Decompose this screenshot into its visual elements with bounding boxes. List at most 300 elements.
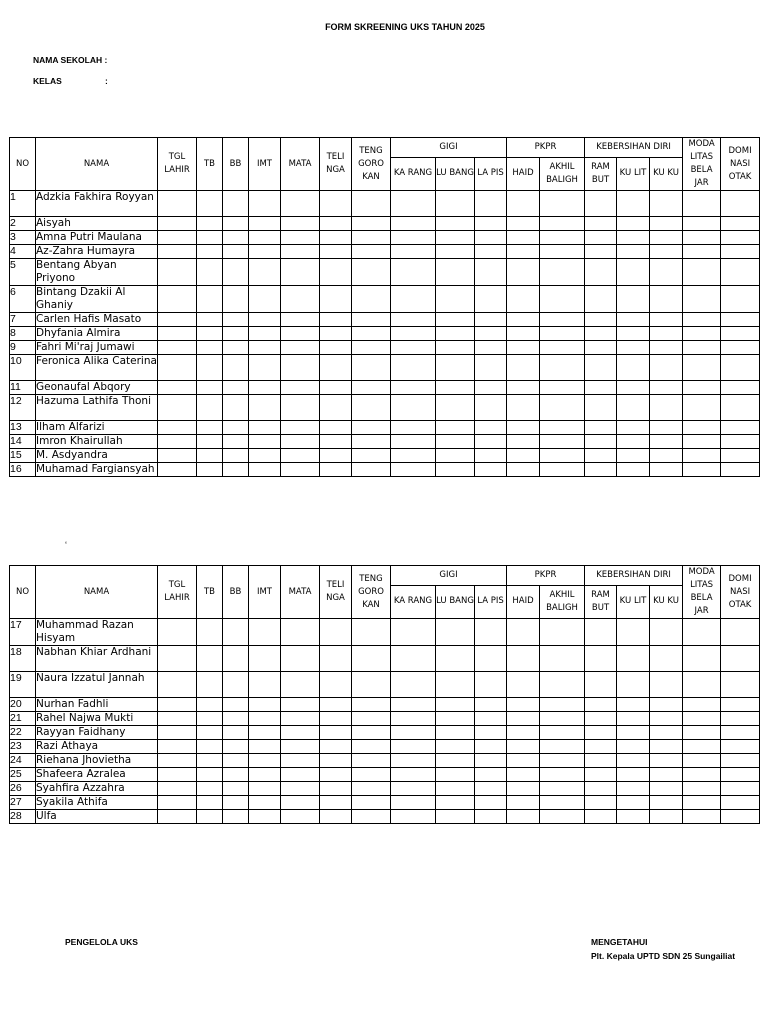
cell-haid[interactable] <box>507 796 540 810</box>
cell-gigi-karang[interactable] <box>391 672 436 698</box>
cell-dominasi[interactable] <box>721 672 760 698</box>
cell-imt[interactable] <box>249 395 281 421</box>
cell-gigi-lapis[interactable] <box>475 754 507 768</box>
cell-kulit[interactable] <box>617 698 650 712</box>
cell-modalitas[interactable] <box>683 245 721 259</box>
cell-kulit[interactable] <box>617 421 650 435</box>
cell-tgl-lahir[interactable] <box>158 712 197 726</box>
cell-gigi-lubang[interactable] <box>436 672 475 698</box>
cell-modalitas[interactable] <box>683 768 721 782</box>
cell-bb[interactable] <box>223 619 249 646</box>
cell-gigi-karang[interactable] <box>391 619 436 646</box>
cell-kuku[interactable] <box>650 245 683 259</box>
cell-kuku[interactable] <box>650 286 683 313</box>
cell-tb[interactable] <box>197 327 223 341</box>
cell-kulit[interactable] <box>617 217 650 231</box>
cell-kuku[interactable] <box>650 381 683 395</box>
cell-tgl-lahir[interactable] <box>158 740 197 754</box>
cell-rambut[interactable] <box>585 672 617 698</box>
cell-kuku[interactable] <box>650 395 683 421</box>
cell-kulit[interactable] <box>617 286 650 313</box>
cell-gigi-lapis[interactable] <box>475 217 507 231</box>
cell-rambut[interactable] <box>585 245 617 259</box>
cell-gigi-lapis[interactable] <box>475 646 507 672</box>
cell-haid[interactable] <box>507 327 540 341</box>
cell-haid[interactable] <box>507 619 540 646</box>
cell-tenggorokan[interactable] <box>352 698 391 712</box>
cell-gigi-lubang[interactable] <box>436 810 475 824</box>
cell-gigi-lapis[interactable] <box>475 796 507 810</box>
cell-tb[interactable] <box>197 355 223 381</box>
cell-dominasi[interactable] <box>721 619 760 646</box>
cell-tb[interactable] <box>197 726 223 740</box>
cell-telinga[interactable] <box>320 245 352 259</box>
cell-tb[interactable] <box>197 191 223 217</box>
cell-tb[interactable] <box>197 449 223 463</box>
cell-tb[interactable] <box>197 341 223 355</box>
cell-dominasi[interactable] <box>721 381 760 395</box>
cell-telinga[interactable] <box>320 782 352 796</box>
cell-rambut[interactable] <box>585 619 617 646</box>
cell-telinga[interactable] <box>320 191 352 217</box>
cell-akhil-baligh[interactable] <box>540 191 585 217</box>
cell-tgl-lahir[interactable] <box>158 191 197 217</box>
cell-telinga[interactable] <box>320 327 352 341</box>
cell-haid[interactable] <box>507 286 540 313</box>
cell-rambut[interactable] <box>585 646 617 672</box>
cell-kulit[interactable] <box>617 395 650 421</box>
cell-tenggorokan[interactable] <box>352 810 391 824</box>
cell-haid[interactable] <box>507 313 540 327</box>
cell-gigi-karang[interactable] <box>391 698 436 712</box>
cell-telinga[interactable] <box>320 698 352 712</box>
cell-dominasi[interactable] <box>721 259 760 286</box>
cell-gigi-lubang[interactable] <box>436 421 475 435</box>
cell-bb[interactable] <box>223 191 249 217</box>
cell-haid[interactable] <box>507 646 540 672</box>
cell-akhil-baligh[interactable] <box>540 381 585 395</box>
cell-gigi-lubang[interactable] <box>436 726 475 740</box>
cell-rambut[interactable] <box>585 313 617 327</box>
cell-telinga[interactable] <box>320 435 352 449</box>
cell-imt[interactable] <box>249 796 281 810</box>
cell-mata[interactable] <box>281 768 320 782</box>
cell-tenggorokan[interactable] <box>352 231 391 245</box>
cell-mata[interactable] <box>281 341 320 355</box>
cell-haid[interactable] <box>507 381 540 395</box>
cell-gigi-lubang[interactable] <box>436 341 475 355</box>
cell-rambut[interactable] <box>585 449 617 463</box>
cell-mata[interactable] <box>281 395 320 421</box>
cell-gigi-lubang[interactable] <box>436 796 475 810</box>
cell-gigi-karang[interactable] <box>391 726 436 740</box>
cell-gigi-lubang[interactable] <box>436 327 475 341</box>
cell-rambut[interactable] <box>585 327 617 341</box>
cell-mata[interactable] <box>281 286 320 313</box>
cell-akhil-baligh[interactable] <box>540 463 585 477</box>
cell-kulit[interactable] <box>617 341 650 355</box>
cell-bb[interactable] <box>223 768 249 782</box>
cell-gigi-lapis[interactable] <box>475 726 507 740</box>
cell-imt[interactable] <box>249 646 281 672</box>
cell-gigi-lapis[interactable] <box>475 355 507 381</box>
cell-telinga[interactable] <box>320 740 352 754</box>
cell-tgl-lahir[interactable] <box>158 796 197 810</box>
cell-gigi-lapis[interactable] <box>475 740 507 754</box>
cell-mata[interactable] <box>281 231 320 245</box>
cell-dominasi[interactable] <box>721 245 760 259</box>
cell-akhil-baligh[interactable] <box>540 217 585 231</box>
cell-tgl-lahir[interactable] <box>158 231 197 245</box>
cell-tgl-lahir[interactable] <box>158 341 197 355</box>
cell-imt[interactable] <box>249 768 281 782</box>
cell-tgl-lahir[interactable] <box>158 259 197 286</box>
cell-kuku[interactable] <box>650 726 683 740</box>
cell-rambut[interactable] <box>585 712 617 726</box>
cell-tenggorokan[interactable] <box>352 259 391 286</box>
cell-akhil-baligh[interactable] <box>540 313 585 327</box>
cell-tb[interactable] <box>197 395 223 421</box>
cell-kulit[interactable] <box>617 231 650 245</box>
cell-haid[interactable] <box>507 740 540 754</box>
cell-telinga[interactable] <box>320 449 352 463</box>
cell-bb[interactable] <box>223 245 249 259</box>
cell-akhil-baligh[interactable] <box>540 435 585 449</box>
cell-modalitas[interactable] <box>683 698 721 712</box>
cell-bb[interactable] <box>223 796 249 810</box>
cell-tenggorokan[interactable] <box>352 217 391 231</box>
cell-akhil-baligh[interactable] <box>540 449 585 463</box>
cell-gigi-lubang[interactable] <box>436 259 475 286</box>
cell-rambut[interactable] <box>585 768 617 782</box>
cell-akhil-baligh[interactable] <box>540 231 585 245</box>
cell-modalitas[interactable] <box>683 341 721 355</box>
cell-imt[interactable] <box>249 286 281 313</box>
cell-tgl-lahir[interactable] <box>158 421 197 435</box>
cell-gigi-lubang[interactable] <box>436 231 475 245</box>
cell-bb[interactable] <box>223 754 249 768</box>
cell-tenggorokan[interactable] <box>352 768 391 782</box>
cell-modalitas[interactable] <box>683 712 721 726</box>
cell-kuku[interactable] <box>650 782 683 796</box>
cell-akhil-baligh[interactable] <box>540 740 585 754</box>
cell-kulit[interactable] <box>617 810 650 824</box>
cell-haid[interactable] <box>507 712 540 726</box>
cell-mata[interactable] <box>281 646 320 672</box>
cell-dominasi[interactable] <box>721 646 760 672</box>
cell-modalitas[interactable] <box>683 810 721 824</box>
cell-tgl-lahir[interactable] <box>158 449 197 463</box>
cell-gigi-lubang[interactable] <box>436 782 475 796</box>
cell-akhil-baligh[interactable] <box>540 619 585 646</box>
cell-telinga[interactable] <box>320 313 352 327</box>
cell-tb[interactable] <box>197 231 223 245</box>
cell-modalitas[interactable] <box>683 327 721 341</box>
cell-gigi-lapis[interactable] <box>475 698 507 712</box>
cell-tb[interactable] <box>197 313 223 327</box>
cell-modalitas[interactable] <box>683 217 721 231</box>
cell-tenggorokan[interactable] <box>352 740 391 754</box>
cell-gigi-lubang[interactable] <box>436 754 475 768</box>
cell-kuku[interactable] <box>650 327 683 341</box>
cell-akhil-baligh[interactable] <box>540 646 585 672</box>
cell-imt[interactable] <box>249 449 281 463</box>
cell-bb[interactable] <box>223 217 249 231</box>
cell-haid[interactable] <box>507 231 540 245</box>
cell-gigi-lapis[interactable] <box>475 313 507 327</box>
cell-gigi-lubang[interactable] <box>436 313 475 327</box>
cell-tenggorokan[interactable] <box>352 726 391 740</box>
cell-dominasi[interactable] <box>721 782 760 796</box>
cell-imt[interactable] <box>249 619 281 646</box>
cell-tgl-lahir[interactable] <box>158 355 197 381</box>
cell-tb[interactable] <box>197 810 223 824</box>
cell-rambut[interactable] <box>585 740 617 754</box>
cell-tb[interactable] <box>197 646 223 672</box>
cell-akhil-baligh[interactable] <box>540 712 585 726</box>
cell-tgl-lahir[interactable] <box>158 381 197 395</box>
cell-gigi-lapis[interactable] <box>475 421 507 435</box>
cell-gigi-karang[interactable] <box>391 646 436 672</box>
cell-mata[interactable] <box>281 435 320 449</box>
cell-dominasi[interactable] <box>721 217 760 231</box>
cell-akhil-baligh[interactable] <box>540 754 585 768</box>
cell-telinga[interactable] <box>320 712 352 726</box>
cell-tgl-lahir[interactable] <box>158 672 197 698</box>
cell-tenggorokan[interactable] <box>352 782 391 796</box>
cell-gigi-karang[interactable] <box>391 245 436 259</box>
cell-tb[interactable] <box>197 672 223 698</box>
cell-kuku[interactable] <box>650 768 683 782</box>
cell-kuku[interactable] <box>650 421 683 435</box>
cell-dominasi[interactable] <box>721 712 760 726</box>
cell-kulit[interactable] <box>617 782 650 796</box>
cell-modalitas[interactable] <box>683 259 721 286</box>
cell-rambut[interactable] <box>585 395 617 421</box>
cell-mata[interactable] <box>281 810 320 824</box>
cell-modalitas[interactable] <box>683 796 721 810</box>
cell-haid[interactable] <box>507 768 540 782</box>
cell-kuku[interactable] <box>650 449 683 463</box>
cell-tenggorokan[interactable] <box>352 754 391 768</box>
cell-gigi-lapis[interactable] <box>475 768 507 782</box>
cell-tgl-lahir[interactable] <box>158 768 197 782</box>
cell-dominasi[interactable] <box>721 341 760 355</box>
cell-kuku[interactable] <box>650 712 683 726</box>
cell-imt[interactable] <box>249 754 281 768</box>
cell-dominasi[interactable] <box>721 810 760 824</box>
cell-imt[interactable] <box>249 217 281 231</box>
cell-telinga[interactable] <box>320 463 352 477</box>
cell-gigi-karang[interactable] <box>391 355 436 381</box>
cell-tenggorokan[interactable] <box>352 355 391 381</box>
cell-modalitas[interactable] <box>683 449 721 463</box>
cell-rambut[interactable] <box>585 231 617 245</box>
cell-tgl-lahir[interactable] <box>158 313 197 327</box>
cell-akhil-baligh[interactable] <box>540 810 585 824</box>
cell-gigi-karang[interactable] <box>391 191 436 217</box>
cell-tb[interactable] <box>197 421 223 435</box>
cell-telinga[interactable] <box>320 768 352 782</box>
cell-tenggorokan[interactable] <box>352 286 391 313</box>
cell-bb[interactable] <box>223 698 249 712</box>
cell-imt[interactable] <box>249 782 281 796</box>
cell-gigi-karang[interactable] <box>391 341 436 355</box>
cell-telinga[interactable] <box>320 619 352 646</box>
cell-telinga[interactable] <box>320 217 352 231</box>
cell-dominasi[interactable] <box>721 231 760 245</box>
cell-akhil-baligh[interactable] <box>540 726 585 740</box>
cell-haid[interactable] <box>507 435 540 449</box>
cell-bb[interactable] <box>223 355 249 381</box>
cell-tgl-lahir[interactable] <box>158 395 197 421</box>
cell-akhil-baligh[interactable] <box>540 341 585 355</box>
cell-telinga[interactable] <box>320 754 352 768</box>
cell-bb[interactable] <box>223 381 249 395</box>
cell-tb[interactable] <box>197 463 223 477</box>
cell-haid[interactable] <box>507 245 540 259</box>
cell-gigi-lapis[interactable] <box>475 449 507 463</box>
cell-akhil-baligh[interactable] <box>540 768 585 782</box>
cell-bb[interactable] <box>223 421 249 435</box>
cell-haid[interactable] <box>507 782 540 796</box>
cell-gigi-lubang[interactable] <box>436 381 475 395</box>
cell-tgl-lahir[interactable] <box>158 245 197 259</box>
cell-modalitas[interactable] <box>683 754 721 768</box>
cell-tb[interactable] <box>197 740 223 754</box>
cell-imt[interactable] <box>249 191 281 217</box>
cell-imt[interactable] <box>249 435 281 449</box>
cell-haid[interactable] <box>507 726 540 740</box>
cell-kuku[interactable] <box>650 740 683 754</box>
cell-dominasi[interactable] <box>721 286 760 313</box>
cell-tenggorokan[interactable] <box>352 421 391 435</box>
cell-modalitas[interactable] <box>683 381 721 395</box>
cell-dominasi[interactable] <box>721 726 760 740</box>
cell-akhil-baligh[interactable] <box>540 259 585 286</box>
cell-modalitas[interactable] <box>683 355 721 381</box>
cell-mata[interactable] <box>281 796 320 810</box>
cell-rambut[interactable] <box>585 435 617 449</box>
cell-modalitas[interactable] <box>683 191 721 217</box>
cell-akhil-baligh[interactable] <box>540 782 585 796</box>
cell-rambut[interactable] <box>585 421 617 435</box>
cell-gigi-karang[interactable] <box>391 381 436 395</box>
cell-imt[interactable] <box>249 245 281 259</box>
cell-gigi-lapis[interactable] <box>475 810 507 824</box>
cell-bb[interactable] <box>223 672 249 698</box>
cell-bb[interactable] <box>223 313 249 327</box>
cell-mata[interactable] <box>281 782 320 796</box>
cell-gigi-karang[interactable] <box>391 259 436 286</box>
cell-rambut[interactable] <box>585 810 617 824</box>
cell-kuku[interactable] <box>650 672 683 698</box>
cell-kulit[interactable] <box>617 726 650 740</box>
cell-haid[interactable] <box>507 698 540 712</box>
cell-rambut[interactable] <box>585 341 617 355</box>
cell-telinga[interactable] <box>320 341 352 355</box>
cell-telinga[interactable] <box>320 286 352 313</box>
cell-mata[interactable] <box>281 449 320 463</box>
cell-gigi-karang[interactable] <box>391 810 436 824</box>
cell-gigi-lapis[interactable] <box>475 327 507 341</box>
cell-imt[interactable] <box>249 421 281 435</box>
cell-tb[interactable] <box>197 754 223 768</box>
cell-haid[interactable] <box>507 449 540 463</box>
cell-imt[interactable] <box>249 381 281 395</box>
cell-kuku[interactable] <box>650 698 683 712</box>
cell-tgl-lahir[interactable] <box>158 810 197 824</box>
cell-kulit[interactable] <box>617 327 650 341</box>
cell-imt[interactable] <box>249 698 281 712</box>
cell-dominasi[interactable] <box>721 740 760 754</box>
cell-akhil-baligh[interactable] <box>540 698 585 712</box>
cell-gigi-karang[interactable] <box>391 740 436 754</box>
cell-tgl-lahir[interactable] <box>158 698 197 712</box>
cell-kuku[interactable] <box>650 754 683 768</box>
cell-kuku[interactable] <box>650 646 683 672</box>
cell-mata[interactable] <box>281 355 320 381</box>
cell-kuku[interactable] <box>650 796 683 810</box>
cell-dominasi[interactable] <box>721 796 760 810</box>
cell-haid[interactable] <box>507 754 540 768</box>
cell-mata[interactable] <box>281 217 320 231</box>
cell-tenggorokan[interactable] <box>352 245 391 259</box>
cell-modalitas[interactable] <box>683 286 721 313</box>
cell-mata[interactable] <box>281 259 320 286</box>
cell-mata[interactable] <box>281 619 320 646</box>
cell-kulit[interactable] <box>617 245 650 259</box>
cell-kulit[interactable] <box>617 646 650 672</box>
cell-bb[interactable] <box>223 327 249 341</box>
cell-kuku[interactable] <box>650 355 683 381</box>
cell-kuku[interactable] <box>650 463 683 477</box>
cell-imt[interactable] <box>249 327 281 341</box>
cell-telinga[interactable] <box>320 646 352 672</box>
cell-modalitas[interactable] <box>683 726 721 740</box>
cell-gigi-lapis[interactable] <box>475 672 507 698</box>
cell-imt[interactable] <box>249 726 281 740</box>
cell-imt[interactable] <box>249 740 281 754</box>
cell-gigi-lapis[interactable] <box>475 341 507 355</box>
cell-tb[interactable] <box>197 217 223 231</box>
cell-bb[interactable] <box>223 286 249 313</box>
cell-kuku[interactable] <box>650 231 683 245</box>
cell-gigi-lubang[interactable] <box>436 698 475 712</box>
cell-akhil-baligh[interactable] <box>540 327 585 341</box>
cell-telinga[interactable] <box>320 381 352 395</box>
cell-rambut[interactable] <box>585 463 617 477</box>
cell-telinga[interactable] <box>320 796 352 810</box>
cell-tgl-lahir[interactable] <box>158 217 197 231</box>
cell-modalitas[interactable] <box>683 421 721 435</box>
cell-kuku[interactable] <box>650 259 683 286</box>
cell-gigi-karang[interactable] <box>391 712 436 726</box>
cell-mata[interactable] <box>281 672 320 698</box>
cell-gigi-lapis[interactable] <box>475 435 507 449</box>
cell-kulit[interactable] <box>617 381 650 395</box>
cell-kulit[interactable] <box>617 259 650 286</box>
cell-dominasi[interactable] <box>721 449 760 463</box>
cell-imt[interactable] <box>249 231 281 245</box>
cell-gigi-karang[interactable] <box>391 754 436 768</box>
cell-gigi-lubang[interactable] <box>436 245 475 259</box>
cell-gigi-karang[interactable] <box>391 327 436 341</box>
cell-dominasi[interactable] <box>721 313 760 327</box>
cell-rambut[interactable] <box>585 191 617 217</box>
cell-haid[interactable] <box>507 355 540 381</box>
cell-gigi-lubang[interactable] <box>436 463 475 477</box>
